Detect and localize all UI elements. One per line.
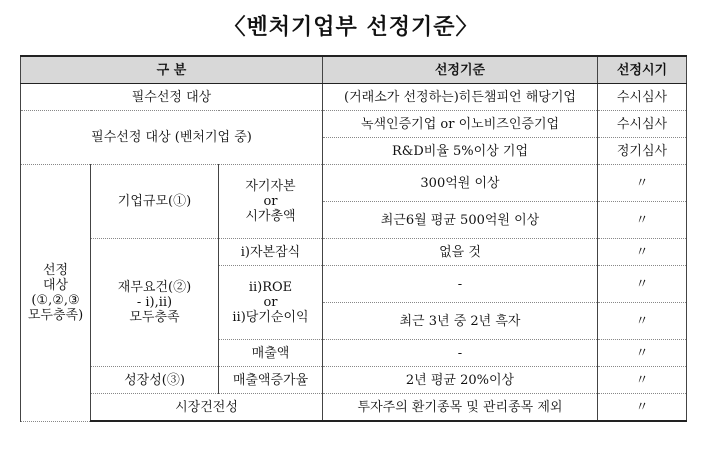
row-rnd-timing: 정기심사 <box>598 138 687 165</box>
selection-target-label <box>21 165 91 422</box>
or-label: or <box>263 194 278 209</box>
selection-label-line: 선정 <box>42 262 69 278</box>
or-label: or <box>263 295 278 310</box>
market-soundness-label: 시장건전성 <box>91 394 323 422</box>
equity-timing: 〃 <box>598 165 687 202</box>
selection-criteria-table <box>20 55 687 422</box>
header-criteria: 선정기준 <box>323 56 598 84</box>
finance-label-line: - ⅰ),ⅱ) <box>136 295 173 310</box>
finance-label-line: 모두충족 <box>129 310 180 325</box>
capital-erosion-label: ⅰ)자본잠식 <box>219 239 323 266</box>
finance-label <box>91 239 219 367</box>
growth-label: 성장성(③) <box>91 367 219 394</box>
market-cap-criteria: 최근6월 평균 500억원 이상 <box>323 202 598 239</box>
row-green-inno-timing: 수시심사 <box>598 111 687 138</box>
selection-label-line: 대상 <box>42 277 69 293</box>
selection-label-line: (①,②,③ <box>31 292 80 308</box>
row-rnd-criteria: R&D비율 5%이상 기업 <box>323 138 598 165</box>
growth-criteria: 2년 평균 20%이상 <box>323 367 598 394</box>
roe-net-income-label <box>219 266 323 340</box>
finance-label-line: 재무요건(②) <box>117 280 192 295</box>
row-mandatory-criteria: (거래소가 선정하는)히든챔피언 해당기업 <box>323 84 598 111</box>
row-green-inno-criteria: 녹색인증기업 or 이노비즈인증기업 <box>323 111 598 138</box>
sales-criteria: - <box>323 340 598 367</box>
market-soundness-criteria: 투자주의 환기종목 및 관리종목 제외 <box>323 394 598 422</box>
roe-criteria: - <box>323 266 598 303</box>
row-mandatory-label: 필수선정 대상 <box>21 84 323 111</box>
capital-erosion-criteria: 없을 것 <box>323 239 598 266</box>
net-income-label: ⅱ)당기순이익 <box>232 310 309 325</box>
selection-label-line: 모두충족) <box>27 307 84 323</box>
company-size-sub <box>219 165 323 239</box>
equity-label: 자기자본 <box>245 179 296 194</box>
market-soundness-timing: 〃 <box>598 394 687 422</box>
net-income-timing: 〃 <box>598 303 687 340</box>
sales-label: 매출액 <box>219 340 323 367</box>
growth-sub: 매출액증가율 <box>219 367 323 394</box>
row-mandatory-venture-label: 필수선정 대상 (벤처기업 중) <box>21 111 323 165</box>
equity-criteria: 300억원 이상 <box>323 165 598 202</box>
company-size-label: 기업규모(①) <box>91 165 219 239</box>
sales-timing: 〃 <box>598 340 687 367</box>
net-income-criteria: 최근 3년 중 2년 흑자 <box>323 303 598 340</box>
header-category: 구 분 <box>21 56 323 84</box>
market-cap-timing: 〃 <box>598 202 687 239</box>
growth-timing: 〃 <box>598 367 687 394</box>
market-cap-label: 시가총액 <box>245 209 296 224</box>
header-timing: 선정시기 <box>598 56 687 84</box>
row-mandatory-timing: 수시심사 <box>598 84 687 111</box>
roe-timing: 〃 <box>598 266 687 303</box>
roe-label: ⅱ)ROE <box>248 280 293 295</box>
document-title: 〈벤처기업부 선정기준〉 <box>223 14 479 40</box>
capital-erosion-timing: 〃 <box>598 239 687 266</box>
